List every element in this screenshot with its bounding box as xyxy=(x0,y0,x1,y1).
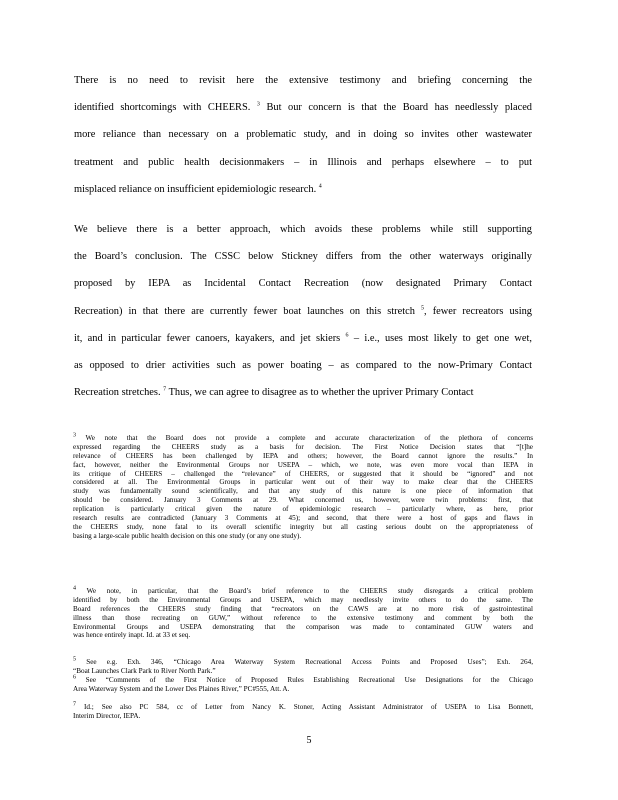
footnote-marker: 6 xyxy=(345,332,349,339)
footnote-line: $^7$ Id.; See also PC 584, cc of Letter from Nancy K. Stoner, Acting Assistant Administrator of USEPA to Lisa Bonnett, xyxy=(73,701,533,711)
footnote-5 xyxy=(73,658,533,676)
footnote-line: fact, however, neither the Environmental Groups nor USEPA – which, we note, was even more vocal than IEPA in xyxy=(73,460,533,469)
body-line: treatment and public health decisionmakers – in Illinois and perhaps elsewhere – to put xyxy=(74,156,532,168)
footnote-line: its critique of CHEERS – challenged the “relevance” of CHEERS, or suggested that it should be “ignored” and not xyxy=(73,469,533,478)
body-paragraph-2 xyxy=(74,216,532,406)
footnote-marker: 4 xyxy=(73,585,76,592)
footnote-marker: 7 xyxy=(73,701,76,708)
footnote-line: $^3$ We note that the Board does not provide a complete and accurate characterization of the plethora of concerns xyxy=(73,432,533,442)
body-line: misplaced reliance on insufficient epidemiologic research. $^4$ xyxy=(74,183,322,195)
footnote-line: “Boat Launches Clark Park to River North Park.” xyxy=(73,666,216,675)
body-line: We believe there is a better approach, which avoids these problems while still supporting xyxy=(74,224,532,235)
footnote-line: illness than those recreating on GUW,” without reference to the extensive testimony and comment by both the xyxy=(73,613,533,622)
body-line: it, and in particular fewer canoers, kayakers, and jet skiers $^6$ – i.e., uses most likely to get one wet, xyxy=(74,332,532,344)
body-line: Recreation stretches. $^7$ Thus, we can agree to disagree as to whether the upriver Primary Contact xyxy=(74,386,474,399)
body-line: more reliance than necessary on a problematic study, and in doing so invites other wastewater xyxy=(74,129,532,141)
body-line: the Board’s conclusion. The CSSC below Stickney differs from the other waterways originally xyxy=(74,251,532,263)
footnote-marker: 3 xyxy=(73,432,76,439)
body-line: identified shortcomings with CHEERS. $^3$ But our concern is that the Board has needlessly placed xyxy=(74,101,532,114)
footnote-line: research results are contradicted (January 3 Comments at 45); and second, that there were a host of gaps and flaws in xyxy=(73,514,533,523)
footnote-line: replication is particularly critical given the nature of epidemiologic research – particularly where, as here, prior xyxy=(73,505,533,514)
body-line: proposed by IEPA as Incidental Contact Recreation (now designated Primary Contact xyxy=(74,278,532,290)
footnote-marker: 5 xyxy=(421,305,425,312)
footnote-line: should be considered. January 3 Comments at 29. What concerned us, however, were twin problems: first, that xyxy=(73,496,533,505)
footnote-marker: 6 xyxy=(73,674,76,681)
footnote-line: relevance of CHEERS has been challenged by IEPA and others; however, the Board cannot ignore the results.” In xyxy=(73,451,533,460)
footnote-6 xyxy=(73,676,533,694)
page-number: 5 xyxy=(306,735,312,746)
footnote-marker: 4 xyxy=(318,183,322,190)
footnote-marker: 3 xyxy=(256,101,260,108)
footnote-line: was hence entirely inapt. Id. at 33 et seq. xyxy=(73,631,191,640)
body-line: There is no need to revisit here the extensive testimony and briefing concerning the xyxy=(74,75,532,86)
footnote-line: expressed regarding the CHEERS study as a basis for decision. The First Notice Decision states that “[t]he xyxy=(73,442,533,451)
footnote-3 xyxy=(73,434,533,541)
footnote-line: study was fundamentally sound scientifically, and that any study of this nature is one piece of information that xyxy=(73,487,533,496)
footnote-line: basing a large-scale public health decision on this one study (or any one study). xyxy=(73,531,302,540)
footnote-4 xyxy=(73,587,533,640)
footnote-line: the CHEERS study, none fatal to its overall scientific integrity but all casting serious doubt on the appropriateness of xyxy=(73,522,533,531)
body-line: Recreation) in that there are currently fewer boat launches on this stretch $^5$, fewer recreators using xyxy=(74,305,532,317)
footnote-marker: 5 xyxy=(73,656,76,663)
footnote-line: $^4$ We note, in particular, that the Board’s brief reference to the CHEERS study disregards a critical problem xyxy=(73,585,533,595)
footnote-line: Environmental Groups and USEPA demonstrating that the comparison was made to contaminated GUW waters and xyxy=(73,622,533,631)
footnote-7 xyxy=(73,703,533,721)
body-line: as opposed to drier activities such as power boating – as compared to the now-Primary Contact xyxy=(74,359,532,371)
footnote-line: identified by both the Environmental Groups and USEPA, which may needlessly invite others to do the same. The xyxy=(73,595,533,604)
footnote-marker: 7 xyxy=(163,386,167,393)
footnote-line: Board references the CHEERS study finding that “recreators on the CAWS are at no more risk of gastrointestinal xyxy=(73,604,533,613)
footnote-line: Interim Director, IEPA. xyxy=(73,711,141,720)
footnote-line: $^6$ See “Comments of the First Notice of Proposed Rules Establishing Recreational Use Designations for the Chicago xyxy=(73,674,533,684)
body-paragraph-1 xyxy=(74,67,532,203)
footnote-line: Area Waterway System and the Lower Des Plaines River,” PC#555, Att. A. xyxy=(73,684,290,693)
footnote-line: considered at all. The Environmental Groups in particular went out of their way to make clear that the CHEERS xyxy=(73,478,533,487)
footnote-line: $^5$ See e.g. Exh. 346, “Chicago Area Waterway System Recreational Access Points and Proposed Uses”; Exh. 264, xyxy=(73,656,533,666)
